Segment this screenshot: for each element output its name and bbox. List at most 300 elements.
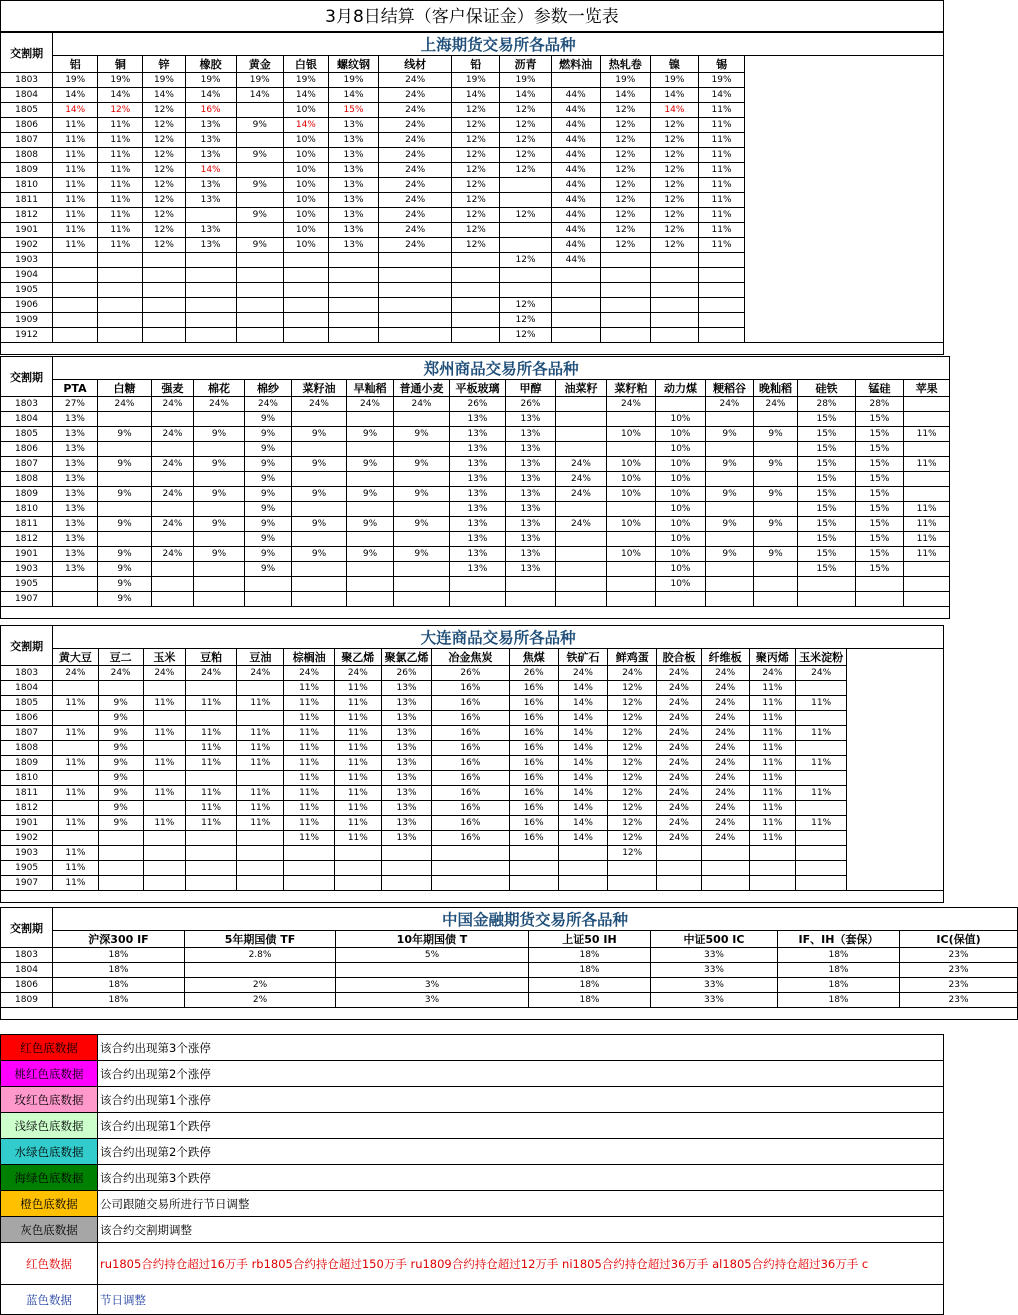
czce-cell: 15% (856, 442, 904, 457)
shfe-cell: 19% (650, 73, 698, 88)
dce-cell: 24% (701, 816, 749, 831)
shfe-cell (185, 253, 236, 268)
czce-contract-period: 1907 (1, 592, 53, 607)
dce-cell: 13% (381, 741, 431, 756)
dce-cell (509, 876, 558, 891)
cffex-col-header: 10年期国债 T (336, 931, 529, 948)
shfe-trail-cell (745, 56, 944, 343)
dce-cell: 9% (98, 756, 143, 771)
czce-cell: 11% (904, 532, 950, 547)
czce-cell (706, 592, 754, 607)
cffex-cell: 23% (900, 963, 1018, 978)
czce-cell: 15% (798, 457, 856, 472)
czce-spacer-row (1, 607, 950, 619)
shfe-cell: 12% (600, 223, 650, 238)
czce-cell: 24% (556, 517, 607, 532)
czce-cell: 13% (506, 412, 556, 427)
czce-cell: 10% (607, 472, 656, 487)
dce-contract-period: 1809 (1, 756, 53, 771)
dce-row (1, 771, 944, 786)
dce-col-header: 棕榈油 (284, 649, 334, 666)
czce-cell (754, 592, 798, 607)
czce-cell: 9% (347, 427, 394, 442)
dce-cell (143, 846, 185, 861)
shfe-cell: 14% (185, 163, 236, 178)
cffex-cell: 2% (185, 993, 336, 1008)
shfe-cell (600, 328, 650, 343)
shfe-cell (328, 283, 378, 298)
czce-cell: 9% (347, 547, 394, 562)
czce-cell (904, 442, 950, 457)
czce-cell: 9% (706, 427, 754, 442)
shfe-cell: 24% (379, 148, 452, 163)
dce-cell: 24% (284, 666, 334, 681)
dce-cell: 9% (98, 696, 143, 711)
czce-cell (194, 532, 245, 547)
czce-cell (607, 577, 656, 592)
czce-cell: 9% (292, 457, 347, 472)
czce-cell: 15% (856, 472, 904, 487)
czce-contract-period: 1903 (1, 562, 53, 577)
shfe-cell (650, 268, 698, 283)
dce-cell: 12% (608, 831, 657, 846)
shfe-cell: 24% (379, 88, 452, 103)
shfe-cell: 12% (500, 253, 551, 268)
czce-cell (347, 412, 394, 427)
shfe-cell (143, 283, 185, 298)
czce-col-header: 普通小麦 (394, 380, 450, 397)
czce-contract-period: 1811 (1, 517, 53, 532)
dce-cell: 11% (284, 756, 334, 771)
shfe-exchange-row (1, 33, 944, 56)
shfe-cell (236, 193, 283, 208)
dce-cell (334, 876, 381, 891)
dce-cell: 11% (284, 726, 334, 741)
shfe-cell: 24% (379, 208, 452, 223)
shfe-cell (328, 253, 378, 268)
czce-cell: 13% (450, 562, 506, 577)
czce-cell: 13% (53, 562, 98, 577)
shfe-cell (379, 313, 452, 328)
czce-cell: 9% (292, 517, 347, 532)
dce-cell: 11% (749, 756, 795, 771)
czce-cell: 13% (506, 502, 556, 517)
shfe-cell: 10% (283, 238, 328, 253)
dce-cell (185, 846, 236, 861)
dce-cell: 11% (185, 726, 236, 741)
shfe-cell: 12% (650, 133, 698, 148)
shfe-cell: 12% (600, 238, 650, 253)
czce-cell: 10% (607, 547, 656, 562)
shfe-cell: 12% (143, 238, 185, 253)
shfe-contract-period: 1806 (1, 118, 53, 133)
shfe-cell (98, 283, 143, 298)
czce-row (1, 457, 950, 472)
czce-cell: 10% (656, 427, 706, 442)
dce-cell (796, 861, 847, 876)
dce-cell: 11% (796, 756, 847, 771)
czce-cell (152, 592, 194, 607)
shfe-cell: 44% (551, 178, 600, 193)
dce-cell: 11% (143, 816, 185, 831)
shfe-cell (236, 103, 283, 118)
dce-cell: 11% (143, 726, 185, 741)
czce-cell: 13% (53, 472, 98, 487)
shfe-cell: 12% (500, 163, 551, 178)
czce-cell (904, 562, 950, 577)
czce-cell: 15% (798, 487, 856, 502)
czce-cell (904, 487, 950, 502)
dce-cell: 12% (608, 756, 657, 771)
dce-cell: 24% (558, 666, 607, 681)
legend-row (1, 1139, 944, 1165)
dce-exchange-row (1, 626, 944, 649)
cffex-cell: 3% (336, 978, 529, 993)
dce-cell: 12% (608, 846, 657, 861)
czce-cell: 9% (347, 517, 394, 532)
dce-cell: 13% (381, 801, 431, 816)
shfe-cell (328, 313, 378, 328)
cffex-cell: 23% (900, 948, 1018, 963)
czce-cell: 9% (394, 427, 450, 442)
cffex-cell: 18% (778, 993, 900, 1008)
czce-col-header: 菜籽油 (292, 380, 347, 397)
czce-cell (347, 502, 394, 517)
czce-cell: 15% (856, 517, 904, 532)
dce-cell: 16% (432, 816, 509, 831)
legend-description: 该合约出现第3个涨停 (98, 1035, 944, 1061)
dce-cell (334, 846, 381, 861)
czce-cell (754, 502, 798, 517)
legend-description: 该合约出现第1个涨停 (98, 1087, 944, 1113)
dce-cell (796, 741, 847, 756)
shfe-cell: 19% (236, 73, 283, 88)
shfe-cell: 12% (500, 313, 551, 328)
czce-cell: 9% (245, 502, 292, 517)
dce-col-header: 冶金焦炭 (432, 649, 509, 666)
shfe-contract-period: 1909 (1, 313, 53, 328)
dce-cell: 16% (509, 801, 558, 816)
czce-cell: 24% (556, 472, 607, 487)
czce-cell: 15% (798, 547, 856, 562)
shfe-cell: 12% (452, 163, 500, 178)
dce-cell: 24% (98, 666, 143, 681)
shfe-col-header: 黄金 (236, 56, 283, 73)
dce-cell: 13% (381, 711, 431, 726)
czce-cell (394, 577, 450, 592)
dce-cell: 24% (701, 741, 749, 756)
shfe-cell: 19% (185, 73, 236, 88)
legend-description: 节日调整 (98, 1285, 944, 1315)
czce-cell (194, 442, 245, 457)
dce-col-header: 胶合板 (657, 649, 701, 666)
dce-row (1, 681, 944, 696)
legend-description: 该合约交割期调整 (98, 1217, 944, 1243)
shfe-cell: 11% (699, 238, 745, 253)
czce-col-header: 苹果 (904, 380, 950, 397)
czce-cell: 10% (656, 547, 706, 562)
czce-cell: 9% (98, 427, 152, 442)
dce-cell: 11% (749, 681, 795, 696)
shfe-cell: 13% (328, 223, 378, 238)
czce-cell: 13% (450, 442, 506, 457)
dce-cell (98, 831, 143, 846)
dce-cell: 24% (657, 711, 701, 726)
dce-cell: 24% (657, 741, 701, 756)
czce-cell: 15% (856, 562, 904, 577)
corner-label: 交割期 (1, 357, 53, 397)
dce-contract-period: 1812 (1, 801, 53, 816)
shfe-cell: 14% (185, 88, 236, 103)
shfe-cell (650, 283, 698, 298)
czce-cell: 24% (194, 397, 245, 412)
shfe-col-header: 沥青 (500, 56, 551, 73)
czce-cell (754, 442, 798, 457)
shfe-cell: 14% (53, 103, 98, 118)
shfe-cell (699, 328, 745, 343)
czce-exchange-name: 郑州商品交易所各品种 (53, 357, 950, 380)
shfe-cell: 11% (98, 238, 143, 253)
czce-cell (754, 532, 798, 547)
dce-cell (143, 861, 185, 876)
shfe-cell (699, 253, 745, 268)
czce-col-header: 油菜籽 (556, 380, 607, 397)
dce-cell (657, 876, 701, 891)
czce-cell: 9% (98, 487, 152, 502)
shfe-cell: 12% (500, 298, 551, 313)
shfe-cell (650, 298, 698, 313)
czce-cell (152, 412, 194, 427)
dce-contract-period: 1907 (1, 876, 53, 891)
czce-cell (98, 502, 152, 517)
shfe-cell: 19% (53, 73, 98, 88)
dce-cell: 12% (608, 711, 657, 726)
shfe-cell (650, 328, 698, 343)
dce-cell: 24% (657, 726, 701, 741)
cffex-cell: 18% (53, 978, 185, 993)
dce-cell (558, 876, 607, 891)
shfe-cell: 13% (185, 223, 236, 238)
dce-cell (796, 771, 847, 786)
shfe-contract-period: 1807 (1, 133, 53, 148)
shfe-cell: 9% (236, 178, 283, 193)
dce-cell: 26% (509, 666, 558, 681)
shfe-cell: 9% (236, 208, 283, 223)
czce-cell: 24% (607, 397, 656, 412)
shfe-cell: 10% (283, 133, 328, 148)
czce-cell: 9% (245, 412, 292, 427)
cffex-cell: 3% (336, 993, 529, 1008)
dce-cell (749, 846, 795, 861)
dce-cell: 13% (381, 726, 431, 741)
dce-cell: 11% (53, 756, 98, 771)
dce-cell: 16% (509, 741, 558, 756)
dce-cell (432, 861, 509, 876)
dce-cell (237, 876, 284, 891)
czce-cell (506, 592, 556, 607)
cffex-contract-period: 1804 (1, 963, 53, 978)
dce-cell: 11% (334, 786, 381, 801)
shfe-cell (98, 313, 143, 328)
czce-cell: 24% (754, 397, 798, 412)
shfe-contract-period: 1906 (1, 298, 53, 313)
dce-cell (657, 861, 701, 876)
dce-cell (185, 771, 236, 786)
dce-cell (237, 861, 284, 876)
czce-cell: 26% (450, 397, 506, 412)
dce-cell: 11% (53, 696, 98, 711)
shfe-cell: 14% (236, 88, 283, 103)
dce-spacer-row (1, 891, 944, 903)
cffex-cell: 5% (336, 948, 529, 963)
dce-cell: 11% (185, 696, 236, 711)
dce-contract-period: 1805 (1, 696, 53, 711)
shfe-cell: 13% (328, 208, 378, 223)
shfe-cell: 12% (500, 133, 551, 148)
czce-cell: 9% (706, 517, 754, 532)
legend-description: ru1805合约持仓超过16万手 rb1805合约持仓超过150万手 ru1809合约持仓超过12万手 ni1805合约持仓超过36万手 al1805合约持仓超过36万手 c (98, 1243, 944, 1285)
legend-description: 该合约出现第1个跌停 (98, 1113, 944, 1139)
dce-cell: 11% (284, 771, 334, 786)
czce-cell (798, 592, 856, 607)
shfe-cell (283, 313, 328, 328)
shfe-cell (283, 253, 328, 268)
dce-cell (143, 876, 185, 891)
shfe-cell: 44% (551, 223, 600, 238)
cffex-cell: 18% (53, 993, 185, 1008)
cffex-cell: 23% (900, 978, 1018, 993)
dce-cell: 11% (334, 756, 381, 771)
czce-cell: 10% (656, 457, 706, 472)
dce-cell: 24% (657, 831, 701, 846)
czce-cell: 10% (656, 472, 706, 487)
legend-row (1, 1243, 944, 1285)
shfe-cell (236, 328, 283, 343)
czce-cell: 9% (245, 517, 292, 532)
shfe-cell: 12% (650, 238, 698, 253)
legend-swatch-label: 红色数据 (1, 1243, 98, 1285)
czce-cell (856, 577, 904, 592)
shfe-exchange-name: 上海期货交易所各品种 (53, 33, 944, 56)
legend-row (1, 1165, 944, 1191)
czce-cell: 9% (292, 487, 347, 502)
dce-cell: 11% (334, 771, 381, 786)
dce-cell: 12% (608, 681, 657, 696)
dce-cell: 14% (558, 741, 607, 756)
shfe-cell: 14% (143, 88, 185, 103)
dce-cell: 11% (284, 696, 334, 711)
shfe-cell (98, 328, 143, 343)
czce-cell: 11% (904, 517, 950, 532)
dce-contract-period: 1811 (1, 786, 53, 801)
czce-cell (152, 502, 194, 517)
legend-description: 该合约出现第2个跌停 (98, 1139, 944, 1165)
dce-cell: 14% (558, 786, 607, 801)
dce-cell: 24% (701, 801, 749, 816)
dce-cell: 14% (558, 696, 607, 711)
cffex-cell (185, 963, 336, 978)
shfe-cell: 13% (328, 118, 378, 133)
shfe-cell: 11% (699, 163, 745, 178)
dce-cell: 11% (53, 786, 98, 801)
shfe-cell: 14% (98, 88, 143, 103)
dce-cell: 13% (381, 786, 431, 801)
czce-cell (607, 562, 656, 577)
dce-cell: 16% (509, 726, 558, 741)
czce-cell: 13% (450, 487, 506, 502)
shfe-cell (98, 298, 143, 313)
cffex-cell (336, 963, 529, 978)
dce-cell: 11% (284, 711, 334, 726)
dce-cell: 11% (185, 786, 236, 801)
dce-col-header: 黄大豆 (53, 649, 98, 666)
czce-cell: 24% (98, 397, 152, 412)
dce-cell: 24% (608, 666, 657, 681)
czce-cell: 13% (450, 472, 506, 487)
shfe-cell: 12% (452, 133, 500, 148)
dce-row (1, 666, 944, 681)
dce-cell (608, 876, 657, 891)
dce-cell (432, 846, 509, 861)
czce-cell: 24% (152, 547, 194, 562)
czce-row (1, 532, 950, 547)
dce-cell (237, 831, 284, 846)
dce-cell: 16% (432, 726, 509, 741)
shfe-cell: 12% (143, 148, 185, 163)
czce-cell: 15% (798, 562, 856, 577)
dce-cell: 11% (185, 756, 236, 771)
legend-description: 该合约出现第3个跌停 (98, 1165, 944, 1191)
czce-cell (450, 592, 506, 607)
czce-cell: 24% (152, 397, 194, 412)
shfe-cell: 13% (185, 238, 236, 253)
shfe-cell (699, 313, 745, 328)
czce-cell: 9% (98, 577, 152, 592)
shfe-cell (699, 268, 745, 283)
shfe-cell (236, 313, 283, 328)
czce-col-header: 菜籽粕 (607, 380, 656, 397)
shfe-cell: 12% (600, 163, 650, 178)
shfe-cell: 24% (379, 178, 452, 193)
dce-contract-period: 1808 (1, 741, 53, 756)
dce-cell: 11% (749, 801, 795, 816)
dce-cell: 16% (432, 786, 509, 801)
shfe-cell: 9% (236, 238, 283, 253)
czce-cell (394, 502, 450, 517)
czce-cell (394, 592, 450, 607)
dce-cell: 11% (284, 816, 334, 831)
czce-cell (556, 532, 607, 547)
legend-swatch-label: 浅绿色底数据 (1, 1113, 98, 1139)
legend-row (1, 1087, 944, 1113)
shfe-cell (600, 268, 650, 283)
czce-row (1, 442, 950, 457)
dce-cell: 24% (53, 666, 98, 681)
dce-cell: 9% (98, 786, 143, 801)
czce-cell: 15% (798, 412, 856, 427)
czce-cell (98, 532, 152, 547)
czce-cell (706, 532, 754, 547)
shfe-cell: 11% (699, 133, 745, 148)
shfe-cell: 13% (328, 238, 378, 253)
shfe-cell: 10% (283, 223, 328, 238)
czce-cell: 13% (53, 457, 98, 472)
dce-cell: 26% (381, 666, 431, 681)
dce-cell: 16% (509, 756, 558, 771)
czce-cell (556, 592, 607, 607)
dce-cell: 13% (381, 756, 431, 771)
dce-row (1, 816, 944, 831)
